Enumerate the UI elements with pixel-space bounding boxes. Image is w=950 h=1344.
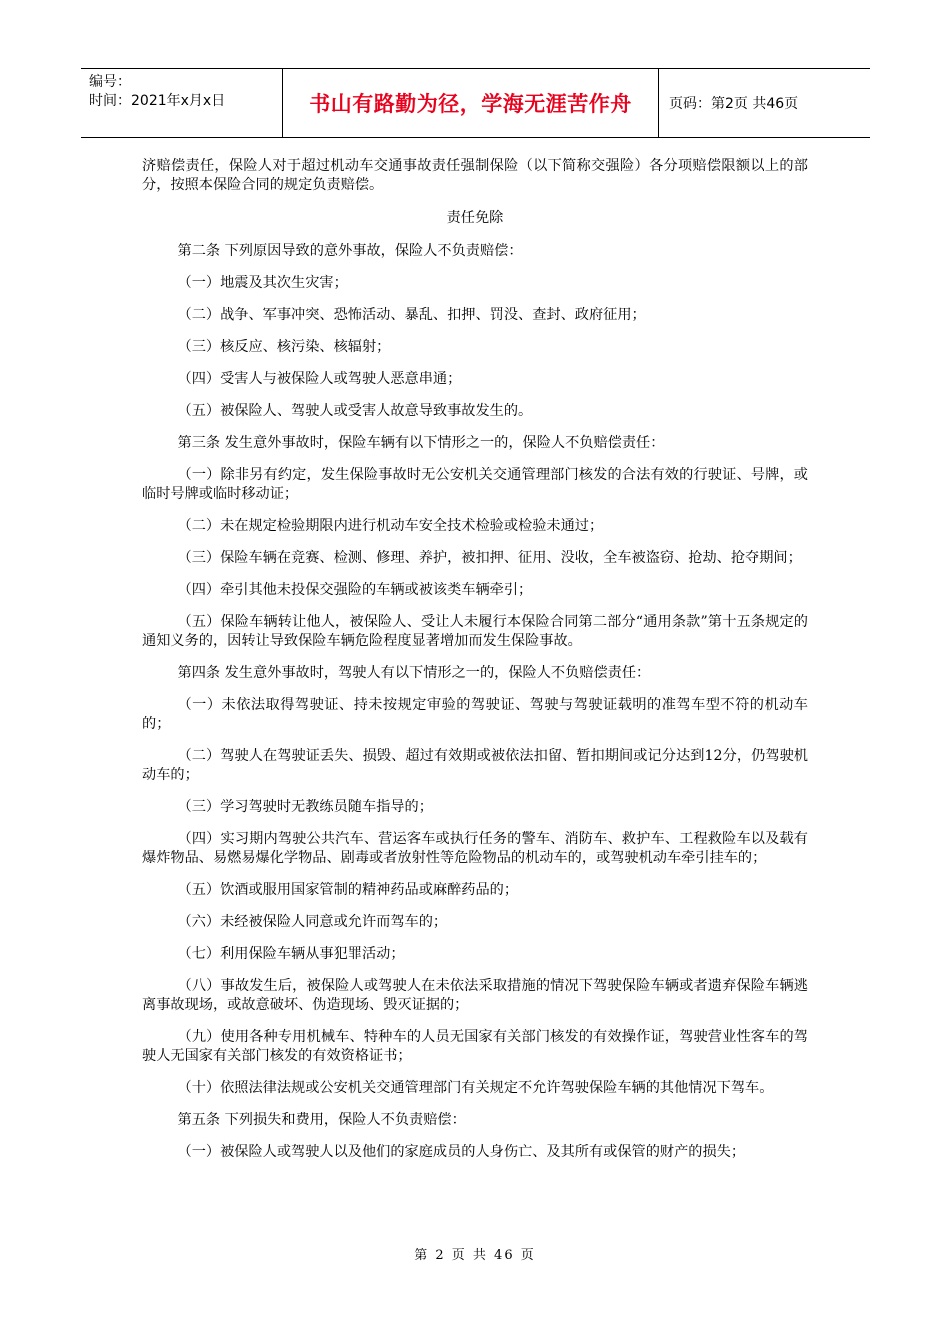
list-item: （五）保险车辆转让他人，被保险人、受让人未履行本保险合同第二部分“通用条款”第十五条规定的通知义务的，因转让导致保险车辆危险程度显著增加而发生保险事故。 [142,614,808,649]
paragraph: 济赔偿责任，保险人对于超过机动车交通事故责任强制保险（以下简称交强险）各分项赔偿限额以上的部分，按照本保险合同的规定负责赔偿。 [142,158,808,193]
document-number: 编号： [89,74,131,90]
section-heading: 责任免除 [446,210,504,226]
header-page-info: 页码：第2页 共46页 [669,96,799,112]
document-date: 时间：2021年x月x日 [89,93,226,109]
list-item: （二）战争、军事冲突、恐怖活动、暴乱、扣押、罚没、查封、政府征用； [177,307,646,323]
list-item: （二）未在规定检验期限内进行机动车安全技术检验或检验未通过； [177,518,604,534]
page-footer: 第 2 页 共 46 页 [414,1248,536,1263]
list-item: （一）被保险人或驾驶人以及他们的家庭成员的人身伤亡、及其所有或保管的财产的损失； [177,1144,746,1160]
list-item: （一）地震及其次生灾害； [177,275,348,291]
list-item: （二）驾驶人在驾驶证丢失、损毁、超过有效期或被依法扣留、暂扣期间或记分达到12分，仍驾驶机动车的； [142,748,808,783]
list-item: （一）未依法取得驾驶证、持未按规定审验的驾驶证、驾驶与驾驶证载明的准驾车型不符的机动车的； [142,697,808,732]
header-motto: 书山有路勤为径，学海无涯苦作舟 [283,69,659,137]
list-item: （四）牵引其他未投保交强险的车辆或被该类车辆牵引； [177,582,533,598]
document-body [142,157,808,1175]
list-item: （四）实习期内驾驶公共汽车、营运客车或执行任务的警车、消防车、救护车、工程救险车以及载有爆炸物品、易燃易爆化学物品、剧毒或者放射性等危险物品的机动车的，或驾驶机动车牵引挂车的； [142,831,808,866]
list-item: （三）保险车辆在竞赛、检测、修理、养护，被扣押、征用、没收，全车被盗窃、抢劫、抢夺期间； [177,550,802,566]
article-heading: 第二条 下列原因导致的意外事故，保险人不负责赔偿： [177,243,523,259]
list-item: （八）事故发生后，被保险人或驾驶人在未依法采取措施的情况下驾驶保险车辆或者遗弃保险车辆逃离事故现场，或故意破坏、伪造现场、毁灭证据的； [142,978,808,1013]
list-item: （九）使用各种专用机械车、特种车的人员无国家有关部门核发的有效操作证，驾驶营业性客车的驾驶人无国家有关部门核发的有效资格证书； [142,1029,808,1064]
header-meta [81,69,283,137]
list-item: （四）受害人与被保险人或驾驶人恶意串通； [177,371,462,387]
article-heading: 第四条 发生意外事故时，驾驶人有以下情形之一的，保险人不负赔偿责任： [177,665,651,681]
page-header [81,68,870,138]
list-item: （三）核反应、核污染、核辐射； [177,339,391,355]
list-item: （六）未经被保险人同意或允许而驾车的； [177,914,448,930]
list-item: （七）利用保险车辆从事犯罪活动； [177,946,405,962]
list-item: （五）饮酒或服用国家管制的精神药品或麻醉药品的； [177,882,519,898]
article-heading: 第三条 发生意外事故时，保险车辆有以下情形之一的，保险人不负赔偿责任： [177,435,665,451]
article-heading: 第五条 下列损失和费用，保险人不负责赔偿： [177,1112,466,1128]
list-item: （五）被保险人、驾驶人或受害人故意导致事故发生的。 [177,403,533,419]
list-item: （十）依照法律法规或公安机关交通管理部门有关规定不允许驾驶保险车辆的其他情况下驾车。 [177,1080,774,1096]
list-item: （一）除非另有约定，发生保险事故时无公安机关交通管理部门核发的合法有效的行驶证、号牌，或临时号牌或临时移动证； [142,467,808,502]
list-item: （三）学习驾驶时无教练员随车指导的； [177,799,433,815]
